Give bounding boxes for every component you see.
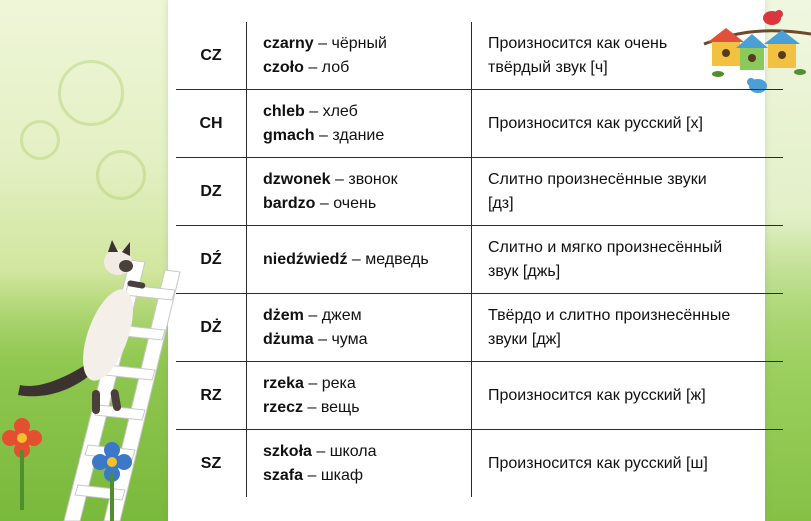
letter-cell: CH — [176, 90, 247, 158]
pronunciation-text: Твёрдо и слитно произнесённые — [488, 306, 731, 324]
polish-word: rzecz — [263, 398, 304, 416]
table-row — [176, 430, 783, 498]
table-row — [176, 22, 783, 90]
letter-cell: CZ — [176, 22, 247, 90]
examples-cell — [247, 90, 472, 158]
letter-cell: DŹ — [176, 226, 247, 294]
table-row — [176, 294, 783, 362]
russian-translation: – джем — [303, 306, 362, 324]
examples-cell — [247, 362, 472, 430]
russian-translation: – вещь — [303, 398, 360, 416]
russian-translation: – школа — [311, 442, 377, 460]
example-line — [263, 328, 471, 352]
examples-cell — [247, 158, 472, 226]
examples-cell — [247, 22, 472, 90]
example-line — [263, 440, 471, 464]
table-row — [176, 90, 783, 158]
example-line — [263, 248, 471, 272]
russian-translation: – шкаф — [303, 466, 364, 484]
letter-cell: SZ — [176, 430, 247, 498]
russian-translation: – хлеб — [304, 102, 358, 120]
russian-translation: – лоб — [303, 58, 350, 76]
russian-translation: – звонок — [330, 170, 398, 188]
pronunciation-text: Слитно и мягко произнесённый — [488, 238, 723, 256]
table-row — [176, 158, 783, 226]
pronunciation-text: звуки [дж] — [488, 330, 561, 348]
example-line — [263, 32, 471, 56]
russian-translation: – чума — [313, 330, 368, 348]
flower-icon — [2, 418, 42, 510]
example-line — [263, 372, 471, 396]
example-line — [263, 464, 471, 488]
table-row — [176, 226, 783, 294]
letter-cell: DZ — [176, 158, 247, 226]
polish-word: bardzo — [263, 194, 316, 212]
pronunciation-cell — [472, 294, 784, 362]
pronunciation-cell — [472, 22, 784, 90]
russian-translation: – очень — [315, 194, 377, 212]
russian-translation: – река — [303, 374, 356, 392]
polish-word: rzeka — [263, 374, 304, 392]
polish-word: dżem — [263, 306, 304, 324]
example-line — [263, 100, 471, 124]
pronunciation-text: Произносится как очень — [488, 34, 668, 52]
polish-word: gmach — [263, 126, 315, 144]
russian-translation: – чёрный — [313, 34, 387, 52]
polish-word: szafa — [263, 466, 304, 484]
pronunciation-text: Слитно произнесённые звуки — [488, 170, 707, 188]
examples-cell — [247, 226, 472, 294]
polish-word: niedźwiedź — [263, 250, 348, 268]
polish-word: chleb — [263, 102, 305, 120]
russian-translation: – здание — [314, 126, 385, 144]
example-line — [263, 168, 471, 192]
polish-word: czoło — [263, 58, 304, 76]
cat-on-ladder-illustration — [0, 240, 200, 521]
pronunciation-cell — [472, 226, 784, 294]
example-line — [263, 56, 471, 80]
russian-translation: – медведь — [347, 250, 429, 268]
letter-cell: DŻ — [176, 294, 247, 362]
letter-cell: RZ — [176, 362, 247, 430]
example-line — [263, 192, 471, 216]
pronunciation-text: твёрдый звук [ч] — [488, 58, 608, 76]
pronunciation-text: Произносится как русский [ш] — [488, 454, 708, 472]
pronunciation-table — [176, 22, 783, 497]
pronunciation-cell — [472, 90, 784, 158]
cat-illustration — [18, 240, 146, 414]
pronunciation-cell — [472, 362, 784, 430]
examples-cell — [247, 294, 472, 362]
table-row — [176, 362, 783, 430]
polish-word: dzwonek — [263, 170, 331, 188]
polish-word: dżuma — [263, 330, 314, 348]
pronunciation-cell — [472, 430, 784, 498]
pronunciation-text: Произносится как русский [ж] — [488, 386, 706, 404]
examples-cell — [247, 430, 472, 498]
polish-word: czarny — [263, 34, 314, 52]
polish-word: szkoła — [263, 442, 312, 460]
pronunciation-cell — [472, 158, 784, 226]
pronunciation-text: [дз] — [488, 194, 514, 212]
example-line — [263, 124, 471, 148]
example-line — [263, 396, 471, 420]
pronunciation-text: звук [джь] — [488, 262, 561, 280]
example-line — [263, 304, 471, 328]
pronunciation-text: Произносится как русский [х] — [488, 114, 703, 132]
